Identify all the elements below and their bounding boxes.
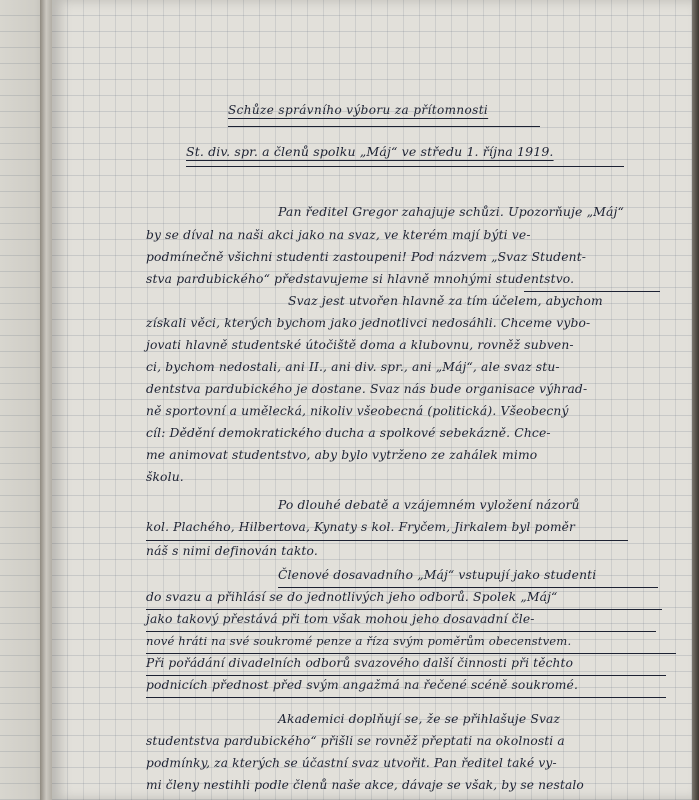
body-line-22: podnicích přednost před svým angažmá na řečené scéně soukromé. [146, 678, 579, 692]
underline-20 [146, 653, 676, 654]
body-line-24: studentstva pardubického“ přišli se rovněž přeptati na okolnosti a [146, 734, 565, 748]
body-line-23: Akademici doplňují se, že se přihlašuje Svaz [278, 712, 561, 726]
underline-18 [146, 609, 662, 610]
body-line-10: ně sportovní a umělecká, nikoliv všeobecná (politická). Všeobecný [146, 404, 569, 418]
body-line-8: ci, bychom nedostali, ani II., ani div. spr., ani „Máj“, ale svaz stu- [146, 360, 560, 374]
underline-17 [278, 587, 658, 588]
body-line-20: nové hráti na své soukromé penze a říza svým poměrům obecenstvem. [146, 634, 572, 648]
body-line-17: Členové dosavadního „Máj“ vstupují jako studenti [278, 568, 597, 582]
underline-studentstvo [524, 291, 660, 292]
body-line-26: mi členy nestihli podle členů naše akce, dávaje se však, by se nestalo [146, 778, 584, 792]
body-line-2: by se díval na naši akci jako na svaz, ve kterém mají býti ve- [146, 228, 531, 242]
right-page-edge [692, 0, 699, 800]
body-line-14: Po dlouhé debatě a vzájemném vyložení názorů [278, 498, 580, 512]
body-line-16: náš s nimi definován takto. [146, 544, 318, 558]
body-line-18: do svazu a přihlásí se do jednotlivých jeho odborů. Spolek „Máj“ [146, 590, 558, 604]
heading-rule-1 [228, 126, 540, 127]
body-line-1: Pan ředitel Gregor zahajuje schůzi. Upozorňuje „Máj“ [278, 204, 624, 219]
body-line-3: podmínečně všichni studenti zastoupeni! Pod názvem „Svaz Student- [146, 250, 587, 264]
body-line-6: získali věci, kterých bychom jako jednotlivci nedosáhli. Chceme vybo- [146, 316, 591, 330]
body-line-12: me animovat studentstvo, aby bylo vytrženo ze zahálek mimo [146, 448, 538, 462]
body-line-5: Svaz jest utvořen hlavně za tím účelem, abychom [288, 294, 603, 308]
underline-22 [146, 697, 666, 698]
heading-line-1: Schůze správního výboru za přítomnosti [228, 103, 489, 117]
handwritten-page [52, 0, 692, 800]
underline-19 [146, 631, 656, 632]
body-line-7: jovati hlavně studentské útočiště doma a klubovnu, rovněž subven- [146, 338, 574, 352]
body-line-11: cíl: Dědění demokratického ducha a spolkové sebekázně. Chce- [146, 426, 551, 440]
body-line-13: školu. [146, 470, 184, 484]
body-line-15: kol. Plachého, Hilbertova, Kynaty s kol. Fryčem, Jirkalem byl poměr [146, 520, 575, 534]
body-line-4: stva pardubického“ představujeme si hlavně mnohými studentstvo. [146, 272, 575, 286]
heading-line-2: St. div. spr. a členů spolku „Máj“ ve středu 1. října 1919. [186, 144, 554, 159]
heading-rule-2 [186, 166, 624, 167]
body-line-19: jako takový přestává při tom však mohou jeho dosavadní čle- [146, 612, 535, 626]
body-line-25: podmínky, za kterých se účastní svaz utvořit. Pan ředitel také vy- [146, 756, 557, 770]
body-line-9: dentstva pardubického je dostane. Svaz nás bude organisace výhrad- [146, 382, 588, 396]
body-line-21: Při pořádání divadelních odborů svazového další činnosti při těchto [146, 656, 574, 670]
underline-names [146, 540, 628, 541]
underline-21 [146, 675, 666, 676]
